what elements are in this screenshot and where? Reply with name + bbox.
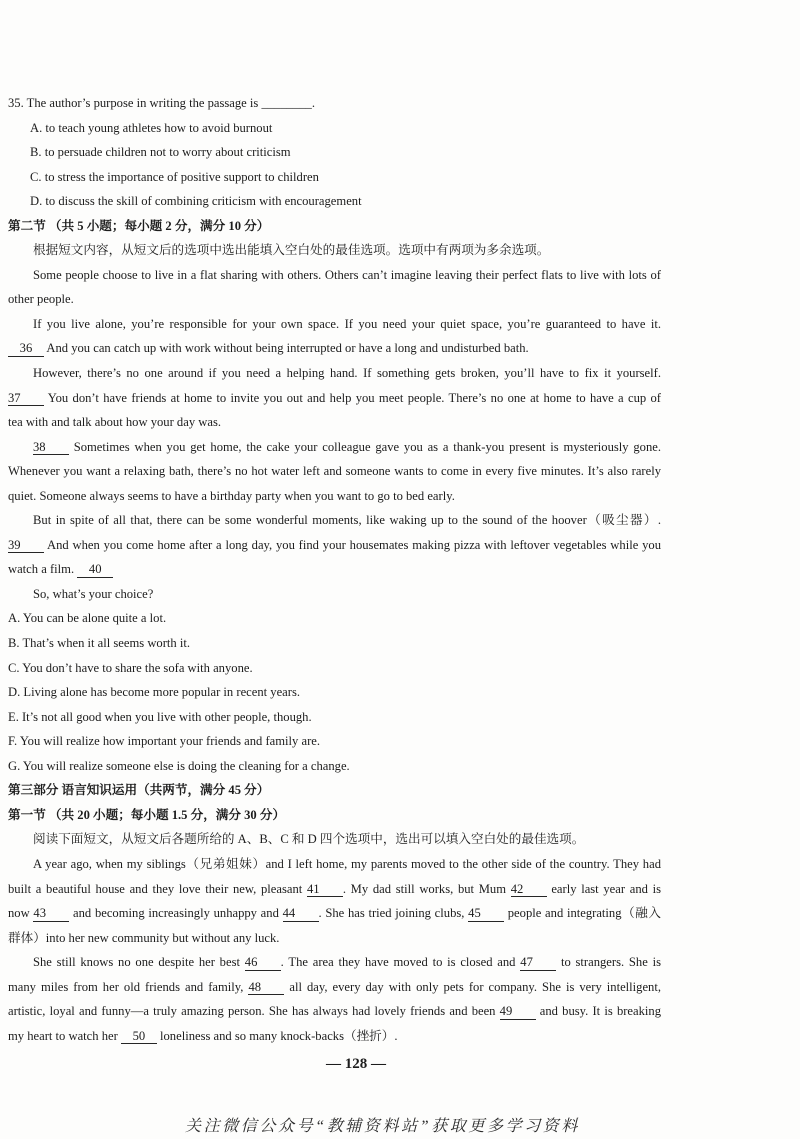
text-run: . She has tried joining clubs, <box>318 906 469 921</box>
text-line <box>8 484 661 509</box>
answer-blank: 43 <box>33 906 69 921</box>
text-line <box>8 361 661 386</box>
text-run: people and integrating（融入 <box>504 906 662 921</box>
answer-blank: 50 <box>121 1029 157 1044</box>
text-run: A year ago, when my siblings（兄弟姐妹）and I left home, my parents moved to the other side of the country. They had <box>33 856 661 871</box>
passage-paragraph <box>8 312 661 361</box>
answer-blank: 36 <box>8 341 44 356</box>
text-run: loneliness and so many knock-backs（挫折）. <box>156 1028 398 1043</box>
answer-blank: 39 <box>8 538 44 553</box>
passage-paragraph <box>8 435 661 509</box>
text-line <box>8 582 661 607</box>
section-instructions: 阅读下面短文，从短文后各题所给的 A、B、C 和 D 四个选项中，选出可以填入空白处的最佳选项。 <box>33 832 585 847</box>
section-heading: 第二节 （共 5 小题；每小题 2 分，满分 10 分） <box>8 218 270 233</box>
answer-option-a: A. to teach young athletes how to avoid burnout <box>30 120 273 135</box>
text-run: my heart to watch her <box>8 1028 121 1043</box>
text-run: built a beautiful house and they love their new, pleasant <box>8 881 307 896</box>
text-run: You don’t have friends at home to invite you out and help you meet people. There’s no one at home to have a cup of <box>43 390 661 405</box>
text-line <box>8 336 661 361</box>
answer-blank: 45 <box>468 906 504 921</box>
text-run: And you can catch up with work without being interrupted or have a long and undisturbed bath. <box>43 341 529 356</box>
question-35 <box>8 91 661 214</box>
passage-paragraph <box>8 263 661 312</box>
part-heading: 第三部分 语言知识运用（共两节，满分 45 分） <box>8 783 270 798</box>
text-line <box>8 901 661 926</box>
page-number: — 128 — <box>326 1056 386 1072</box>
answer-option-b: B. That’s when it all seems worth it. <box>8 636 191 651</box>
text-run: and busy. It is breaking <box>535 1004 662 1019</box>
text-line <box>8 975 661 1000</box>
text-line <box>8 950 661 975</box>
answer-blank: 42 <box>511 882 547 897</box>
question-stem: 35. The author’s purpose in writing the passage is ________. <box>8 96 315 110</box>
cloze-passage <box>8 852 661 1048</box>
text-run: to strangers. She is <box>556 955 662 970</box>
reading-passage <box>8 263 661 607</box>
text-run: Sometimes when you get home, the cake your colleague gave you as a thank-you present is mysteriously gone. <box>68 439 661 454</box>
text-line <box>8 287 661 312</box>
text-line <box>8 435 661 460</box>
text-line <box>8 459 661 484</box>
answer-option-g: G. You will realize someone else is doing the cleaning for a change. <box>8 758 350 773</box>
answer-option-c: C. to stress the importance of positive support to children <box>30 169 319 184</box>
text-run: She still knows no one despite her best <box>33 955 245 970</box>
text-line <box>8 386 661 411</box>
text-line <box>8 877 661 902</box>
text-line <box>8 557 661 582</box>
text-run: However, there’s no one around if you need a helping hand. If something gets broken, you’ll have to fix it yourself. <box>33 366 661 381</box>
answer-blank: 37 <box>8 391 44 406</box>
text-run: early last year and is <box>546 881 662 896</box>
text-run: Whenever you want a relaxing bath, there’s no hot water left and someone wants to come in every five minutes. It’s also rarely <box>8 464 661 479</box>
answer-option-f: F. You will realize how important your friends and family are. <box>8 734 321 749</box>
option-list <box>8 606 661 778</box>
answer-option-e: E. It’s not all good when you live with other people, though. <box>8 709 312 724</box>
text-line <box>8 410 661 435</box>
text-run: other people. <box>8 292 74 307</box>
text-line <box>8 508 661 533</box>
answer-blank: 40 <box>77 562 113 577</box>
answer-option-c: C. You don’t have to share the sofa with anyone. <box>8 660 253 675</box>
text-run: If you live alone, you’re responsible for your own space. If you need your quiet space, you’re guaranteed to have it. <box>33 316 661 331</box>
answer-blank: 48 <box>248 980 284 995</box>
text-run: all day, every day with only pets for company. She is very intelligent, <box>284 979 662 994</box>
text-run: and becoming increasingly unhappy and <box>69 906 283 921</box>
text-line <box>8 999 661 1024</box>
answer-blank: 44 <box>283 906 319 921</box>
text-line <box>8 852 661 877</box>
answer-option-b: B. to persuade children not to worry about criticism <box>30 145 291 160</box>
passage-paragraph <box>8 361 661 435</box>
footer-watermark: 关注微信公众号“教辅资料站”获取更多学习资料 <box>185 1118 580 1135</box>
answer-option-d: D. to discuss the skill of combining criticism with encouragement <box>30 194 362 209</box>
text-run: And when you come home after a long day, you find your housemates making pizza with leftover vegetables while you <box>43 537 661 552</box>
passage-paragraph <box>8 950 661 1048</box>
answer-option-d: D. Living alone has become more popular in recent years. <box>8 685 300 700</box>
text-run: . My dad still works, but Mum <box>342 881 511 896</box>
section-instructions: 根据短文内容，从短文后的选项中选出能填入空白处的最佳选项。选项中有两项为多余选项。 <box>33 243 550 258</box>
text-run: watch a film. <box>8 562 78 577</box>
passage-paragraph <box>8 582 661 607</box>
section-heading: 第一节 （共 20 小题；每小题 1.5 分，满分 30 分） <box>8 807 286 822</box>
text-run: quiet. Someone always seems to have a birthday party when you want to go to bed early. <box>8 488 455 503</box>
text-line <box>8 312 661 337</box>
text-run: many miles from her old friends and family, <box>8 979 249 994</box>
text-run: Some people choose to live in a flat sharing with others. Others can’t imagine leaving their perfect flats to live with lots of <box>33 267 661 282</box>
text-line <box>8 263 661 288</box>
answer-blank: 47 <box>520 955 556 970</box>
page-content <box>8 91 661 1048</box>
text-run: 群体）into her new community but without any luck. <box>8 930 280 945</box>
text-run: But in spite of all that, there can be some wonderful moments, like waking up to the sound of the hoover（吸尘器）. <box>33 513 661 528</box>
text-line <box>8 926 661 951</box>
passage-paragraph <box>8 852 661 950</box>
answer-blank: 46 <box>245 955 281 970</box>
text-run: So, what’s your choice? <box>33 586 154 601</box>
text-run: artistic, loyal and funny—a truly amazing person. She has always had lovely friends and been <box>8 1004 500 1019</box>
text-line <box>8 1024 661 1049</box>
text-run: now <box>8 906 34 921</box>
answer-blank: 41 <box>307 882 343 897</box>
passage-paragraph <box>8 508 661 582</box>
answer-blank: 38 <box>33 440 69 455</box>
answer-option-a: A. You can be alone quite a lot. <box>8 611 167 626</box>
text-run: tea with and talk about how your day was. <box>8 415 221 430</box>
text-line <box>8 533 661 558</box>
text-run: . The area they have moved to is closed and <box>280 955 521 970</box>
answer-blank: 49 <box>500 1004 536 1019</box>
